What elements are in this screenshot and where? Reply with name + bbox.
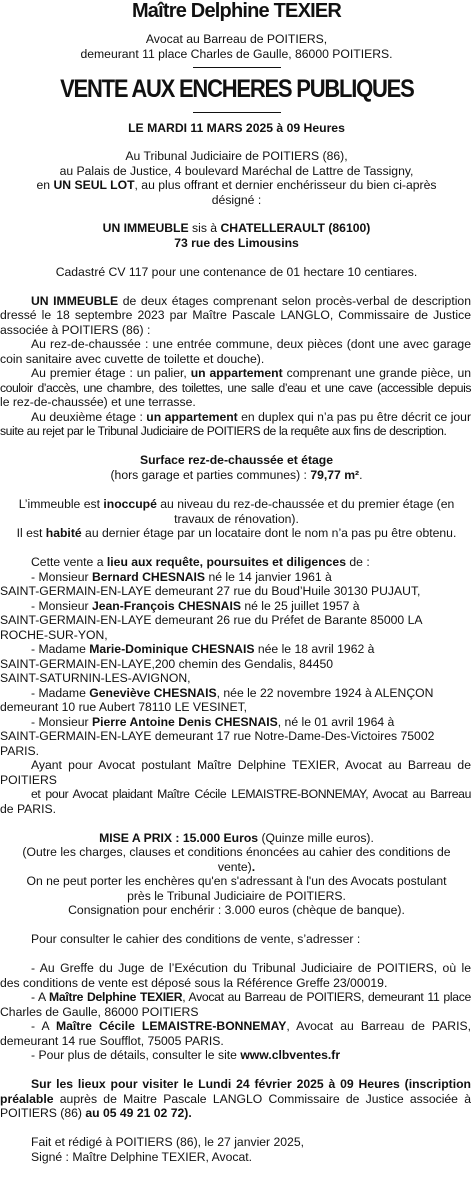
visit-line: POITIERS (86) au 05 49 21 02 72).: [0, 1106, 192, 1120]
signature-place-date: Fait et rédigé à POITIERS (86), le 27 janvier 2025,: [31, 1135, 304, 1149]
lawyer-line: POITIERS: [0, 773, 57, 787]
party-line: ROCHE-SUR-YON,: [0, 628, 108, 642]
occupancy-line-2: travaux de rénovation).: [174, 512, 299, 526]
visit-line: préalable auprès de Maitre Pascale LANGLO Commissaire de Justice associée à: [0, 1092, 471, 1106]
website-link: www.clbventes.fr: [240, 1048, 341, 1062]
description-line: Au premier étage : un palier, un appartement comprenant une grande pièce, un: [31, 366, 471, 380]
description-line: Au deuxième étage : un appartement en duplex qui n’a pas pu être décrit ce jour: [31, 410, 471, 424]
occupancy-line-1: L’immeuble est inoccupé au niveau du rez-de-chaussée et du premier étage (en: [18, 497, 455, 511]
party-line: SAINT-GERMAIN-EN-LAYE demeurant 17 rue Notre-Dame-Des-Victoires 75002: [0, 729, 435, 743]
header-line-2: demeurant 11 place Charles de Gaulle, 86000 POITIERS.: [80, 47, 393, 61]
court-line-4: désigné :: [211, 193, 262, 207]
party-line: - Madame Geneviève CHESNAIS, née le 22 novembre 1924 à ALENÇON: [31, 686, 434, 700]
surface-title: Surface rez-de-chaussée et étage: [139, 453, 334, 467]
court-line-1: Au Tribunal Judiciaire de POITIERS (86),: [125, 149, 348, 163]
description-line: dressé le 18 septembre 2023 par Maître Pascale LANGLO, Commissaire de Justice: [0, 308, 471, 322]
consult-line: - Au Greffe du Juge de l’Exécution du Tribunal Judiciaire de POITIERS, où le: [31, 961, 471, 975]
lawyer-line: de PARIS.: [0, 802, 56, 816]
property-address: 73 rue des Limousins: [174, 236, 299, 250]
consult-line: des conditions de vente est déposé sous la Référence Greffe 23/00019.: [0, 976, 388, 990]
divider: [193, 67, 281, 68]
sale-date: LE MARDI 11 MARS 2025 à 09 Heures: [128, 121, 345, 135]
header-line-1: Avocat au Barreau de POITIERS,: [145, 32, 328, 46]
consult-line: Charles de Gaulle, 86000 POITIERS: [0, 1005, 199, 1019]
lawyer-line: Ayant pour Avocat postulant Maître Delphine TEXIER, Avocat au Barreau de: [31, 758, 471, 772]
description-line: suite au rejet par le Tribunal Judiciaire de POITIERS de la requête aux fins de description.: [0, 424, 447, 438]
court-line-3: en UN SEUL LOT, au plus offrant et dernier enchérisseur du bien ci-après: [36, 178, 437, 192]
notice-title: VENTE AUX ENCHERES PUBLIQUES: [59, 75, 414, 103]
price-line: (Outre les charges, clauses et conditions énoncées au cahier des conditions de: [22, 845, 451, 859]
party-line: SAINT-SATURNIN-LES-AVIGNON,: [0, 671, 191, 685]
cadastre: Cadastré CV 117 pour une contenance de 01 hectare 10 centiares.: [55, 265, 418, 279]
party-line: - Monsieur Jean-François CHESNAIS né le 25 juillet 1957 à: [31, 599, 360, 613]
description-line: le rez-de-chaussée) et une terrasse.: [0, 395, 196, 409]
occupancy-line-3: Il est habité au dernier étage par un locataire dont le nom n’a pas pu être obtenu.: [16, 526, 457, 540]
website-line: - Pour plus de détails, consulter le site www.clbventes.fr: [31, 1048, 341, 1062]
signature: Signé : Maître Delphine TEXIER, Avocat.: [31, 1150, 253, 1164]
consult-intro: Pour consulter le cahier des conditions de vente, s’adresser :: [31, 932, 361, 946]
surface-value: (hors garage et parties communes) : 79,77 m².: [110, 468, 363, 482]
price-line: vente).: [217, 860, 256, 874]
parties-intro: Cette vente a lieu aux requête, poursuites et diligences de :: [31, 555, 370, 569]
lawyer-line: et pour Avocat plaidant Maître Cécile LEMAISTRE-BONNEMAY, Avocat au Barreau: [31, 787, 471, 801]
party-line: - Monsieur Pierre Antoine Denis CHESNAIS, né le 01 avril 1964 à: [31, 715, 395, 729]
party-line: SAINT-GERMAIN-EN-LAYE demeurant 26 rue du Préfet de Barante 85000 LA: [0, 613, 423, 627]
description-line: UN IMMEUBLE de deux étages comprenant selon procès-verbal de description: [31, 294, 471, 308]
divider: [193, 112, 281, 113]
deposit-line: Consignation pour enchérir : 3.000 euros (chèque de banque).: [68, 903, 405, 917]
visit-line: Sur les lieux pour visiter le Lundi 24 février 2025 à 09 Heures (inscription: [31, 1077, 471, 1091]
description-line: Au rez-de-chaussée : une entrée commune, deux pièces (dont une avec garage: [31, 337, 471, 351]
price-line: près le Tribunal Judiciaire de POITIERS.: [127, 889, 346, 903]
price-line: On ne peut porter les enchères qu'en s'adressant à l'un des Avocats postulant: [26, 874, 447, 888]
description-line: coin sanitaire avec cuvette de toilette et douche).: [0, 352, 265, 366]
consult-line: - A Maître Delphine TEXIER, Avocat au Barreau de POITIERS, demeurant 11 place: [31, 990, 471, 1004]
lawyer-name-heading: Maître Delphine TEXIER: [131, 0, 342, 22]
consult-line: demeurant 14 rue Soufflot, 75005 PARIS.: [0, 1034, 224, 1048]
party-line: SAINT-GERMAIN-EN-LAYE demeurant 27 rue du Boud’Huile 30130 PUJAUT,: [0, 584, 421, 598]
description-line: couloir d’accès, une chambre, des toilettes, une salle d’eau et une cave (accessible depuis: [0, 381, 471, 395]
party-line: SAINT-GERMAIN-EN-LAYE,200 chemin des Gendalis, 84450: [0, 657, 334, 671]
party-line: - Madame Marie-Dominique CHESNAIS née le 18 avril 1962 à: [31, 642, 375, 656]
consult-line: - A Maître Cécile LEMAISTRE-BONNEMAY, Avocat au Barreau de PARIS,: [31, 1019, 471, 1033]
party-line: PARIS.: [0, 744, 40, 758]
starting-price: MISE A PRIX : 15.000 Euros (Quinze mille euros).: [99, 831, 374, 845]
party-line: demeurant 10 rue Aubert 78110 LE VESINET,: [0, 700, 248, 714]
property-line-1: UN IMMEUBLE sis à CHATELLERAULT (86100): [102, 221, 371, 235]
party-line: - Monsieur Bernard CHESNAIS né le 14 janvier 1961 à: [31, 570, 332, 584]
description-line: associée à POITIERS (86) :: [0, 323, 151, 337]
court-line-2: au Palais de Justice, 4 boulevard Maréchal de Lattre de Tassigny,: [59, 164, 414, 178]
